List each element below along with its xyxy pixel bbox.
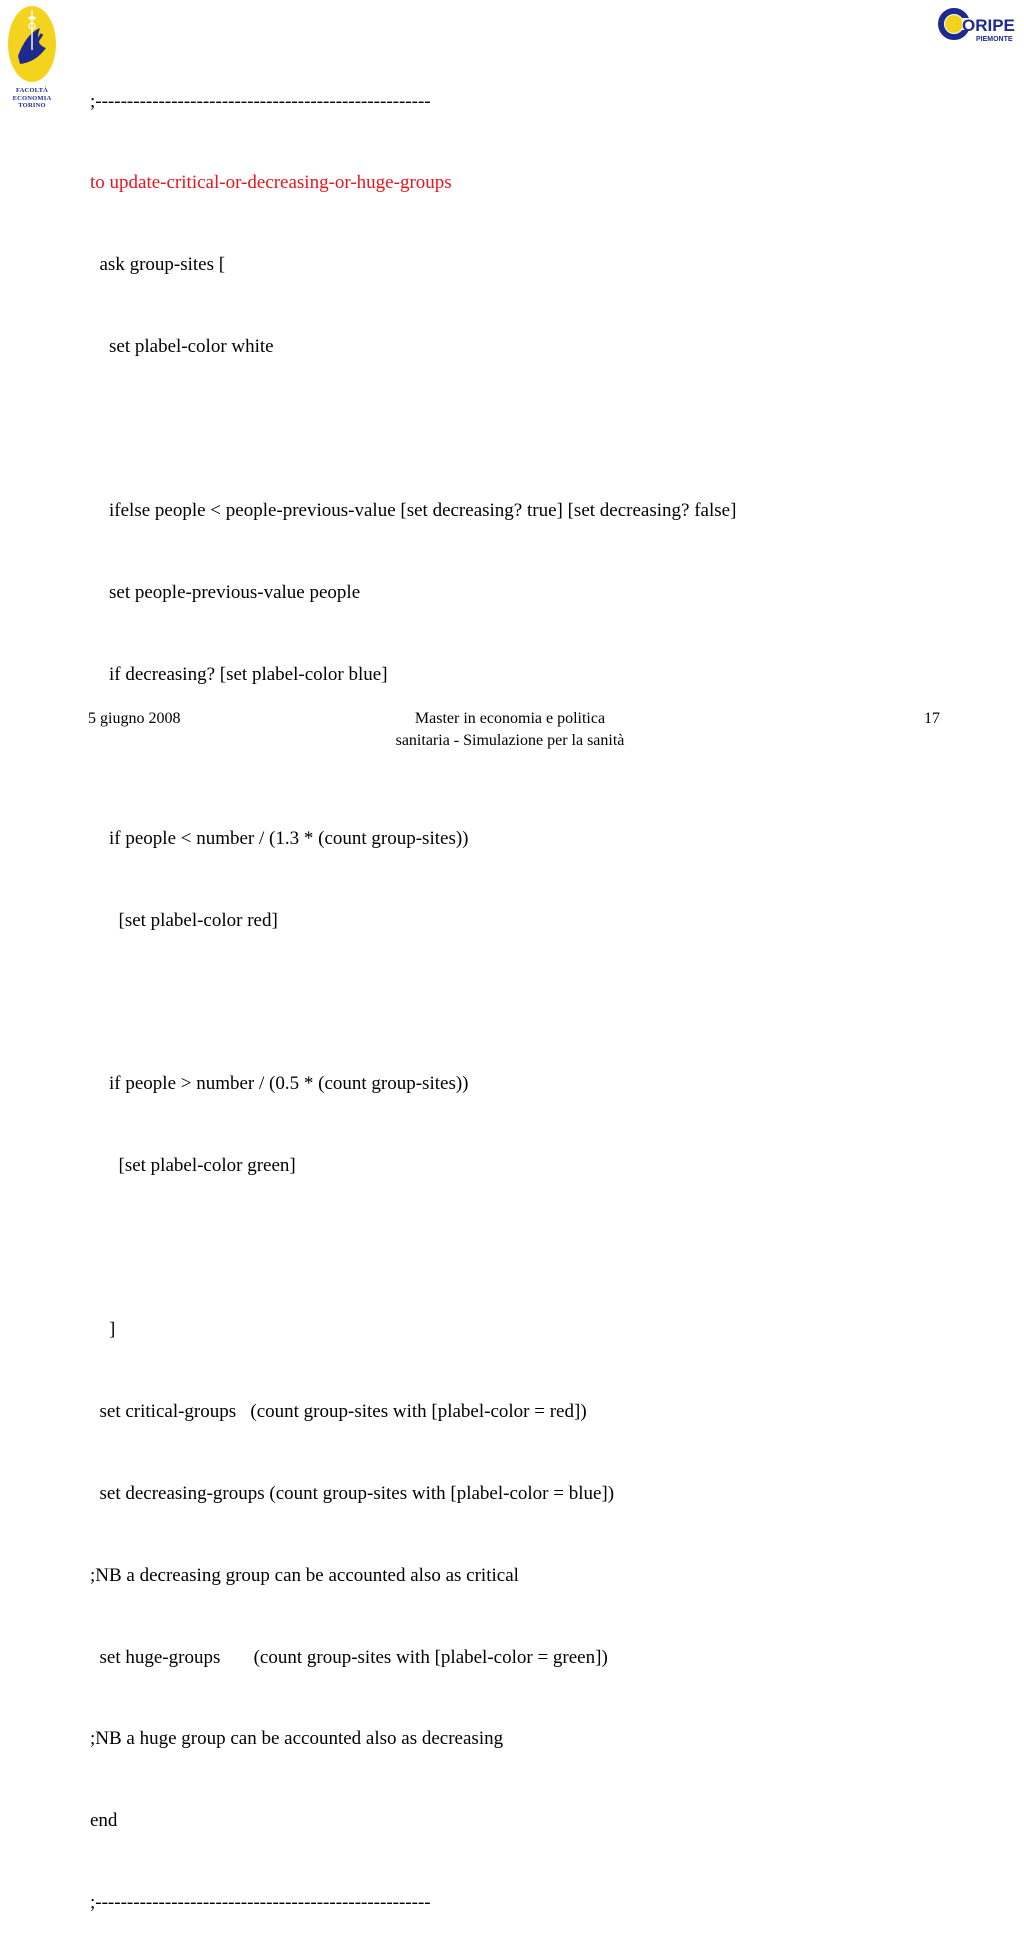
code-line: set critical-groups (count group-sites with [plabel-color = red]) bbox=[90, 1400, 587, 1422]
logo-caption-line: ECONOMIA bbox=[12, 94, 52, 102]
code-line: ] bbox=[90, 1318, 116, 1340]
page-number: 17 bbox=[924, 710, 940, 727]
logo-caption-line: FACOLTÀ bbox=[15, 87, 49, 94]
faculty-seal-icon bbox=[6, 4, 58, 84]
coripe-logo-subtext: PIEMONTE bbox=[976, 36, 1013, 43]
code-line: ;----------------------------------------------------- bbox=[90, 1892, 431, 1914]
footer-date: 5 giugno 2008 bbox=[88, 710, 181, 727]
code-listing bbox=[90, 33, 990, 1944]
code-line: set decreasing-groups (count group-sites with [plabel-color = blue]) bbox=[90, 1482, 615, 1504]
code-line: ;NB a huge group can be accounted also as decreasing bbox=[90, 1728, 504, 1750]
coripe-logo-text: ORIPE bbox=[962, 16, 1015, 35]
code-line: if people > number / (0.5 * (count group-sites)) bbox=[90, 1073, 469, 1095]
code-line bbox=[90, 1234, 990, 1261]
code-line: ifelse people < people-previous-value [set decreasing? true] [set decreasing? false] bbox=[90, 500, 737, 522]
logo-caption-line: TORINO bbox=[18, 102, 46, 109]
code-line: ;NB a decreasing group can be accounted also as critical bbox=[90, 1564, 519, 1586]
code-line: set people-previous-value people bbox=[90, 581, 361, 603]
code-line: [set plabel-color red] bbox=[90, 909, 278, 931]
code-line: end bbox=[90, 1810, 118, 1832]
code-line bbox=[90, 988, 990, 1015]
code-line: [set plabel-color green] bbox=[90, 1155, 296, 1177]
footer-title bbox=[340, 708, 680, 752]
code-line: set plabel-color white bbox=[90, 336, 274, 358]
code-line: if people < number / (1.3 * (count group-sites)) bbox=[90, 827, 469, 849]
faculty-logo bbox=[6, 4, 58, 124]
code-line: if decreasing? [set plabel-color blue] bbox=[90, 663, 388, 685]
code-line-procedure-header: to update-critical-or-decreasing-or-huge-groups bbox=[90, 172, 452, 194]
code-line: ask group-sites [ bbox=[90, 254, 226, 276]
code-line: set huge-groups (count group-sites with [plabel-color = green]) bbox=[90, 1646, 608, 1668]
footer-title-line: sanitaria - Simulazione per la sanità bbox=[395, 732, 625, 749]
code-line: ;----------------------------------------------------- bbox=[90, 90, 431, 112]
code-line bbox=[90, 415, 990, 442]
footer-title-line: Master in economia e politica bbox=[414, 710, 606, 727]
